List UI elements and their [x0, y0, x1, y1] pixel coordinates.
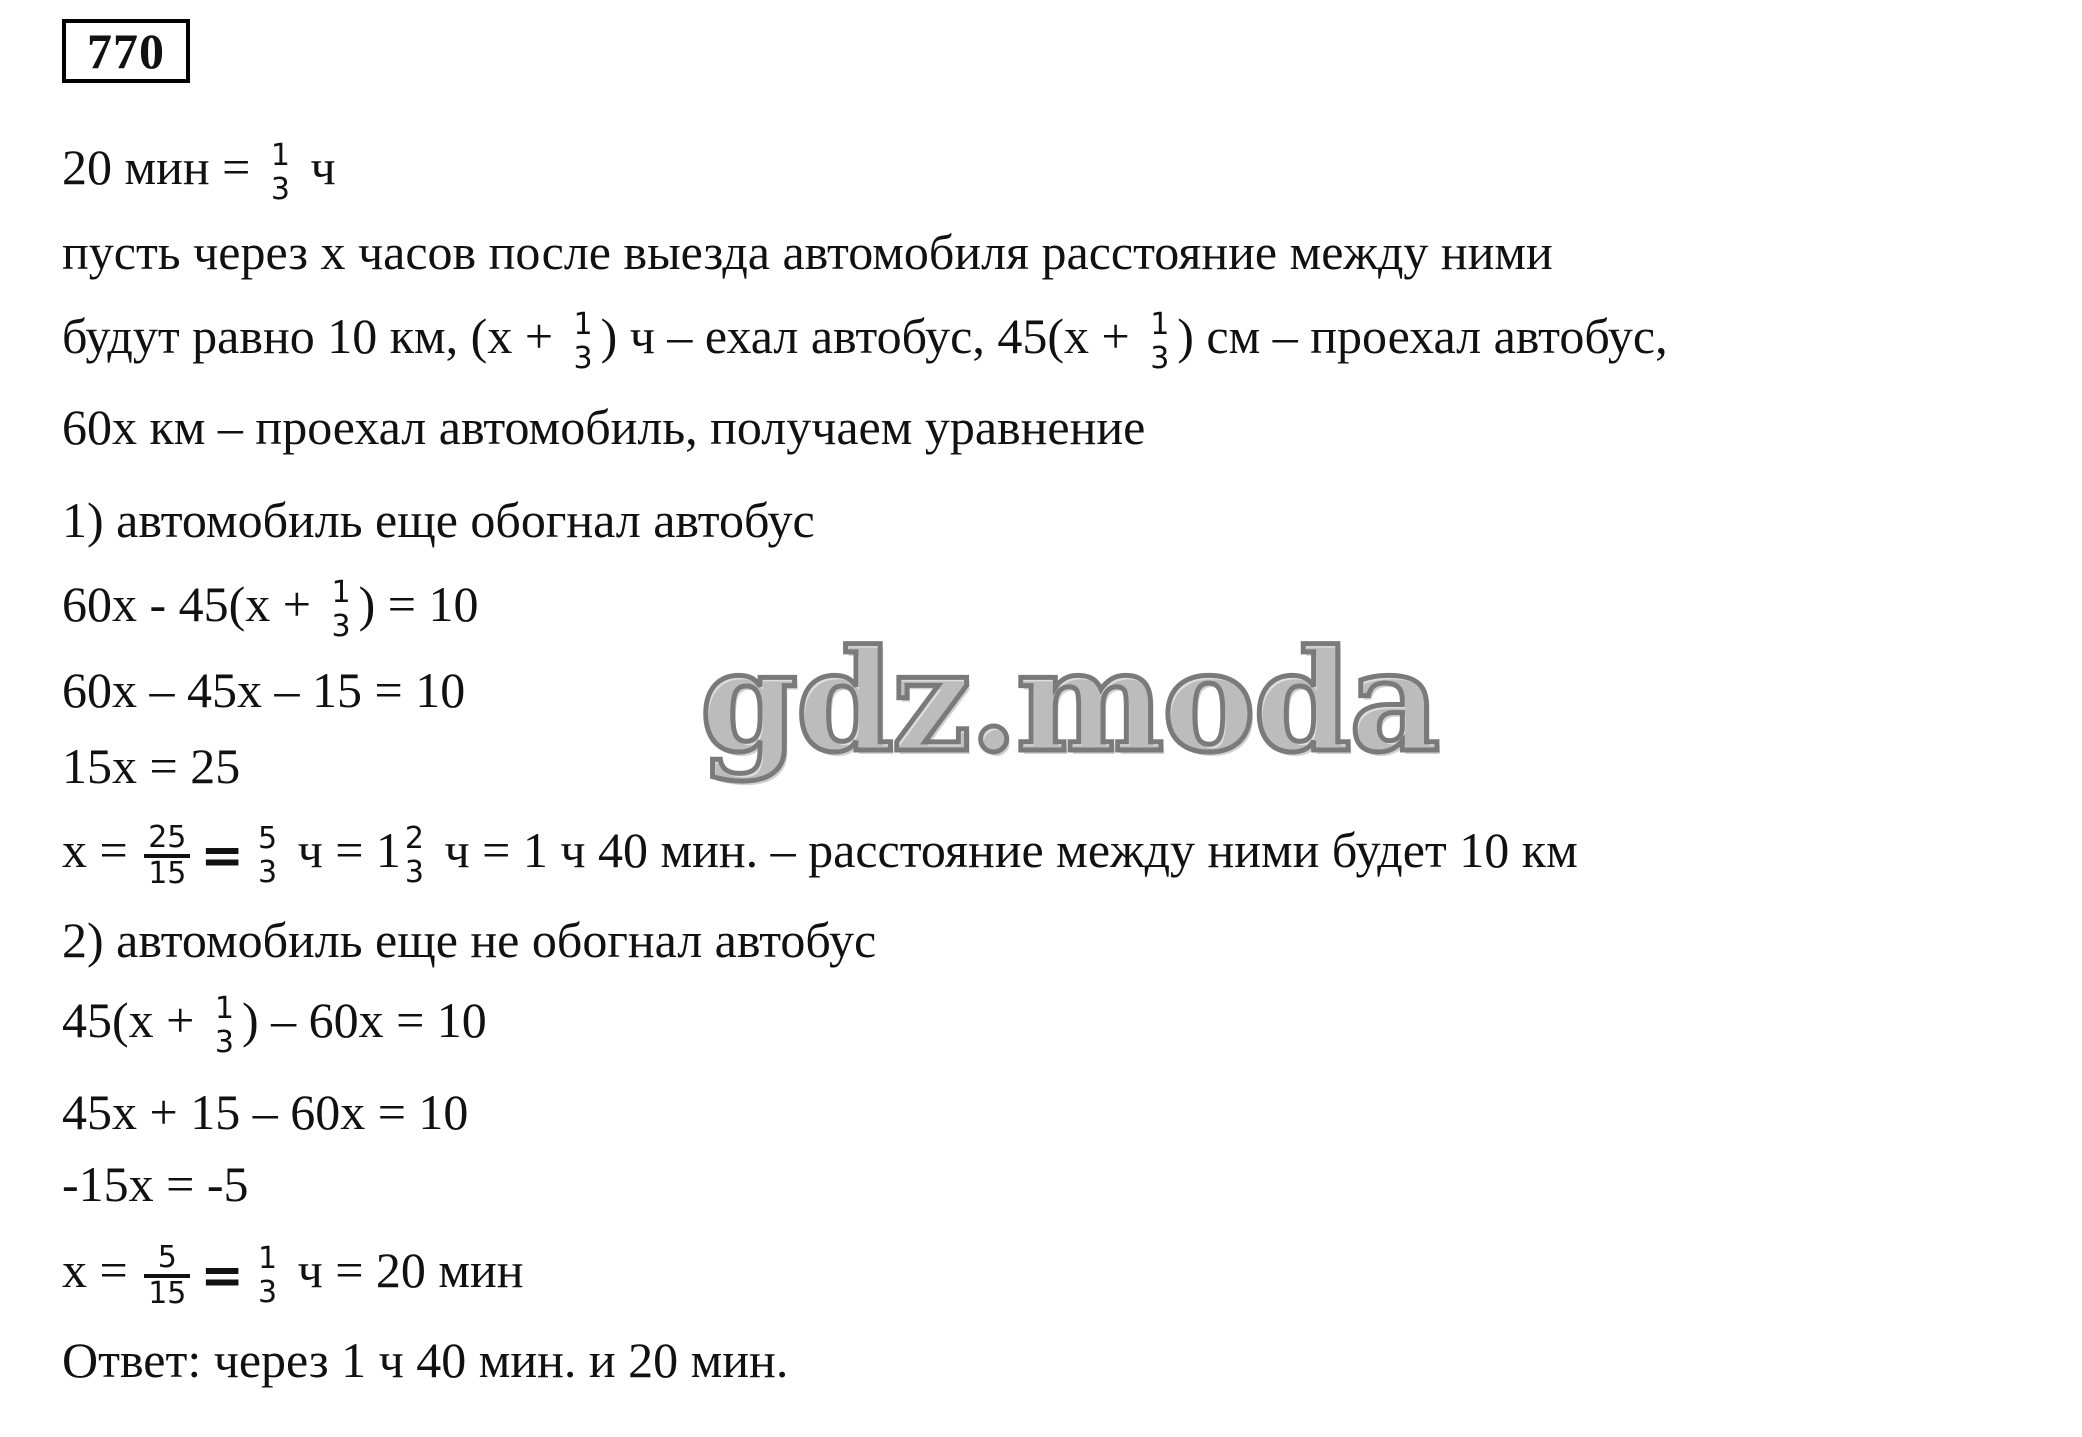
- problem-number-box: 770: [62, 19, 190, 83]
- numerator: 5: [257, 820, 278, 856]
- numerator: 1: [270, 137, 290, 173]
- fraction: [267, 137, 294, 207]
- text: ч = 20 мин: [285, 1242, 524, 1298]
- denominator: 3: [1150, 340, 1170, 376]
- line-intro: пусть через х часов после выезда автомобиля расстояние между ними: [62, 224, 1553, 280]
- fraction: [401, 820, 428, 890]
- equals-sign: =: [200, 1245, 244, 1306]
- solution-2: [62, 1240, 524, 1310]
- denominator: 15: [148, 1275, 187, 1311]
- equation-5: 45х + 15 – 60х = 10: [62, 1084, 469, 1140]
- denominator: 3: [270, 171, 290, 207]
- numerator: 1: [1150, 306, 1170, 342]
- numerator: 25: [144, 822, 190, 858]
- numerator: 1: [573, 306, 593, 342]
- text: 45(х +: [62, 992, 207, 1048]
- denominator: 3: [573, 340, 593, 376]
- text: ч = 1: [285, 822, 401, 878]
- text: 60х - 45(х +: [62, 576, 324, 632]
- case-1-heading: 1) автомобиль еще обогнал автобус: [62, 492, 815, 548]
- equation-1: [62, 574, 478, 643]
- text: 20 мин =: [62, 139, 263, 195]
- equals-sign: =: [200, 825, 244, 886]
- text: ) ч – ехал автобус, 45(х +: [600, 308, 1143, 364]
- equation-2: 60х – 45х – 15 = 10: [62, 662, 466, 718]
- equation-6: -15х = -5: [62, 1156, 249, 1212]
- solution-1: [62, 820, 1578, 890]
- equation-4: [62, 990, 487, 1059]
- text: ч = 1 ч 40 мин. – расстояние между ними будет 10 км: [432, 822, 1578, 878]
- numerator: 5: [144, 1242, 190, 1278]
- numerator: 1: [214, 990, 234, 1026]
- denominator: 3: [214, 1024, 234, 1060]
- denominator: 15: [148, 855, 187, 891]
- numerator: 1: [257, 1240, 278, 1276]
- watermark-logo: gdz.moda: [700, 620, 1439, 784]
- equation-3: 15х = 25: [62, 738, 241, 794]
- fraction: [1146, 306, 1173, 376]
- fraction: [211, 990, 238, 1060]
- fraction: [144, 819, 190, 891]
- denominator: 3: [257, 1274, 278, 1310]
- fraction: [570, 306, 597, 376]
- line-car: 60х км – проехал автомобиль, получаем уравнение: [62, 399, 1146, 455]
- text: ) см – проехал автобус,: [1177, 308, 1668, 364]
- line-conversion: [62, 137, 336, 206]
- text: будут равно 10 км, (х +: [62, 308, 566, 364]
- numerator: 2: [404, 820, 425, 856]
- text: х =: [62, 1242, 141, 1298]
- text: ч: [297, 139, 336, 195]
- denominator: 3: [257, 854, 278, 890]
- text: ) – 60х = 10: [241, 992, 487, 1048]
- numerator: 1: [331, 574, 351, 610]
- text: х =: [62, 822, 141, 878]
- text: ) = 10: [358, 576, 479, 632]
- fraction: [328, 574, 355, 644]
- line-bus: [62, 306, 1668, 375]
- denominator: 3: [331, 608, 351, 644]
- fraction: [254, 1240, 281, 1310]
- answer: Ответ: через 1 ч 40 мин. и 20 мин.: [62, 1332, 789, 1388]
- fraction: [144, 1239, 190, 1311]
- case-2-heading: 2) автомобиль еще не обогнал автобус: [62, 912, 877, 968]
- fraction: [254, 820, 281, 890]
- denominator: 3: [404, 854, 425, 890]
